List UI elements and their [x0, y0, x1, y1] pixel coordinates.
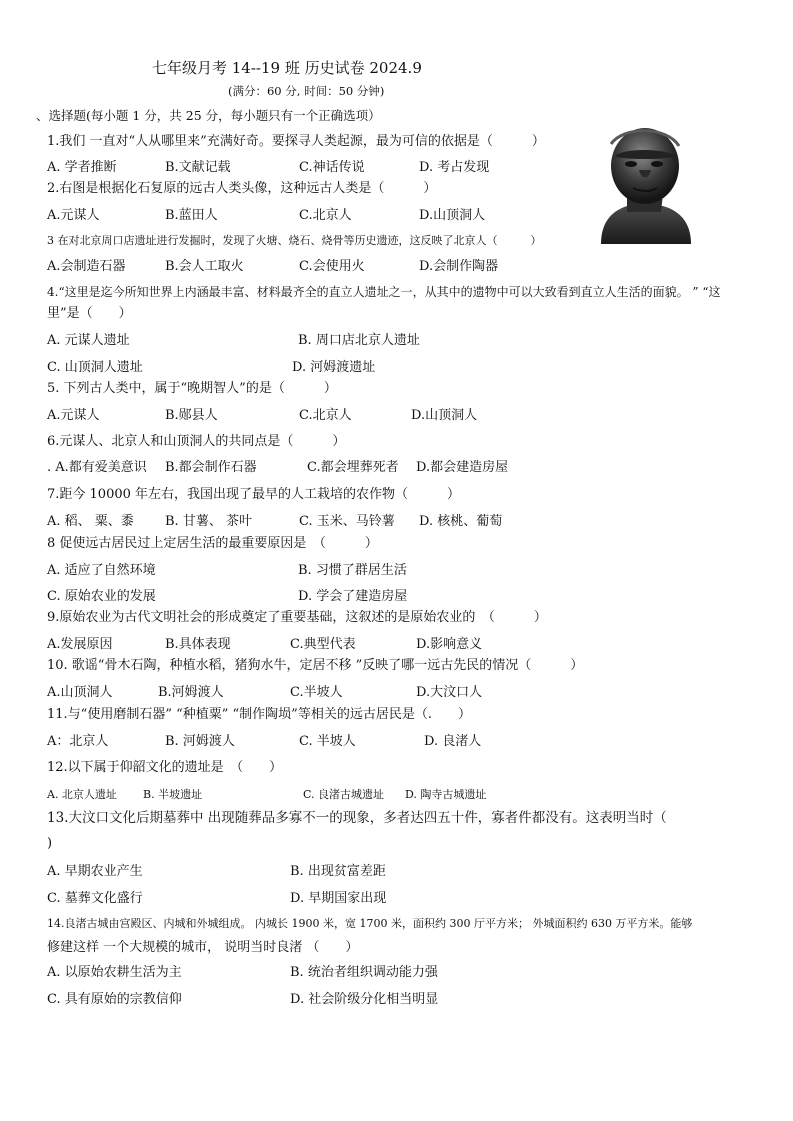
q5-option-b: B.郧县人: [165, 408, 218, 423]
q11-option-a: A：北京人: [47, 734, 109, 749]
q13-option-a: A. 早期农业产生: [47, 864, 143, 879]
question-8-stem: 8 促使远古居民过上定居生活的最重要原因是 （ ）: [47, 536, 378, 551]
q2-option-b: B.蓝田人: [165, 208, 218, 223]
q2-option-c: C.北京人: [299, 208, 352, 223]
q6-option-c: C.都会埋葬死者: [307, 460, 399, 475]
exam-title: 七年级月考 14--19 班 历史试卷 2024.9: [152, 59, 422, 77]
q5-option-a: A.元谋人: [47, 408, 100, 423]
q4-option-c: C. 山顶洞人遗址: [47, 360, 143, 375]
q6-option-a: . A.都有爱美意识: [47, 460, 147, 475]
q10-option-d: D.大汶口人: [416, 685, 483, 700]
question-14-stem-line1: 14.良渚古城由宫殿区、内城和外城组成。 内城长 1900 米，宽 1700 米，面积约 300 厅平方米； 外城面积约 630 万平方米。能够: [47, 917, 693, 930]
q4-option-a: A. 元谋人遗址: [47, 333, 130, 348]
q12-option-c: C. 良渚古城遗址: [303, 788, 385, 801]
q5-option-c: C.北京人: [299, 408, 352, 423]
q10-option-a: A.山顶洞人: [47, 685, 113, 700]
q6-option-b: B.都会制作石器: [165, 460, 257, 475]
q12-option-a: A. 北京人遗址: [47, 788, 117, 801]
q14-option-b: B. 统治者组织调动能力强: [290, 965, 438, 980]
q10-option-c: C.半坡人: [290, 685, 343, 700]
q12-option-d: D. 陶寺古城遗址: [405, 788, 487, 801]
q2-option-a: A.元谋人: [47, 208, 100, 223]
q11-option-c: C. 半坡人: [299, 734, 356, 749]
question-9-stem: 9.原始农业为古代文明社会的形成奠定了重要基础，这叙述的是原始农业的 （ ）: [47, 610, 547, 625]
question-4-stem-line2: 里”是（ ）: [47, 306, 132, 321]
q7-option-b: B. 甘薯、 茶叶: [165, 514, 252, 529]
q3-option-b: B.会人工取火: [165, 259, 244, 274]
question-13-stem-line1: 13.大汶口文化后期墓葬中 出现随葬品多寡不一的现象，多者达四五十件，寡者件都没有。这表明当时（: [47, 810, 667, 826]
q11-option-d: D. 良渚人: [424, 734, 482, 749]
q9-option-d: D.影响意义: [416, 637, 483, 652]
q5-option-d: D.山顶洞人: [411, 408, 478, 423]
q9-option-b: B.具体表现: [165, 637, 231, 652]
q8-option-b: B. 习惯了群居生活: [298, 563, 407, 578]
q13-option-d: D. 早期国家出现: [290, 891, 387, 906]
q8-option-d: D. 学会了建造房屋: [298, 589, 408, 604]
question-4-stem-line1: 4.“这里是迄今所知世界上内涵最丰富、材料最齐全的直立人遗址之一，从其中的遗物中可以大致看到直立人生活的面貌。 ” “这: [47, 285, 721, 299]
q8-option-a: A. 适应了自然环境: [47, 563, 156, 578]
q1-option-a: A. 学者推断: [47, 160, 117, 175]
question-7-stem: 7.距今 10000 年左右，我国出现了最早的人工栽培的农作物（ ）: [47, 487, 461, 502]
q12-option-b: B. 半坡遗址: [143, 788, 203, 801]
q4-option-d: D. 河姆渡遗址: [292, 360, 376, 375]
question-11-stem: 11.与“使用磨制石器” “种植粟” “制作陶埙”等相关的远古居民是（. ）: [47, 707, 471, 722]
q11-option-b: B. 河姆渡人: [165, 734, 235, 749]
question-3-stem: 3 在对北京周口店遗址进行发掘时，发现了火塘、烧石、烧骨等历史遗迹，这反映了北京人（ ）: [47, 234, 542, 247]
question-14-stem-line2: 修建这样 一个大规模的城市， 说明当时良渚 （ ）: [47, 940, 359, 955]
q6-option-d: D.都会建造房屋: [416, 460, 509, 475]
question-12-stem: 12.以下属于仰韶文化的遗址是 （ ）: [47, 760, 283, 775]
exam-subtitle: (满分：60 分, 时间：50 分钟): [228, 84, 385, 98]
q1-option-c: C.神话传说: [299, 160, 365, 175]
q10-option-b: B.河姆渡人: [158, 685, 224, 700]
q14-option-d: D. 社会阶级分化相当明显: [290, 992, 439, 1007]
q2-option-d: D.山顶洞人: [419, 208, 486, 223]
question-2-stem: 2.右图是根据化石复原的远古人类头像，这种远古人类是（ ）: [47, 181, 437, 196]
q7-option-d: D. 核桃、葡萄: [419, 514, 503, 529]
q3-option-d: D.会制作陶器: [419, 259, 499, 274]
q8-option-c: C. 原始农业的发展: [47, 589, 156, 604]
question-10-stem: 10. 歌谣“骨木石陶，种植水稻，猪狗水牛，定居不移 ”反映了哪一远古先民的情况（ ）: [47, 658, 584, 673]
question-1-stem: 1.我们 一直对“人从哪里来”充满好奇。要探寻人类起源，最为可信的依据是（ ）: [47, 134, 545, 149]
q1-option-b: B.文献记载: [165, 160, 231, 175]
q4-option-b: B. 周口店北京人遗址: [298, 333, 420, 348]
q7-option-a: A. 稻、 粟、黍: [47, 514, 134, 529]
question-5-stem: 5. 下列古人类中，属于“晚期智人”的是（ ）: [47, 381, 337, 396]
hominin-bust-image: [593, 124, 695, 246]
q1-option-d: D. 考占发现: [419, 160, 490, 175]
q9-option-c: C.典型代表: [290, 637, 356, 652]
question-13-stem-line2: ): [47, 836, 53, 851]
q14-option-a: A. 以原始农耕生活为主: [47, 965, 182, 980]
q3-option-a: A.会制造石器: [47, 259, 126, 274]
q3-option-c: C.会使用火: [299, 259, 365, 274]
q13-option-b: B. 出现贫富差距: [290, 864, 386, 879]
section-heading: 、选择题(每小题 1 分，共 25 分，每小题只有一个正确选项）: [36, 108, 381, 123]
question-6-stem: 6.元谋人、北京人和山顶洞人的共同点是（ ）: [47, 434, 346, 449]
q7-option-c: C. 玉米、马铃薯: [299, 514, 395, 529]
q9-option-a: A.发展原因: [47, 637, 113, 652]
q13-option-c: C. 墓葬文化盛行: [47, 891, 143, 906]
q14-option-c: C. 具有原始的宗教信仰: [47, 992, 182, 1007]
